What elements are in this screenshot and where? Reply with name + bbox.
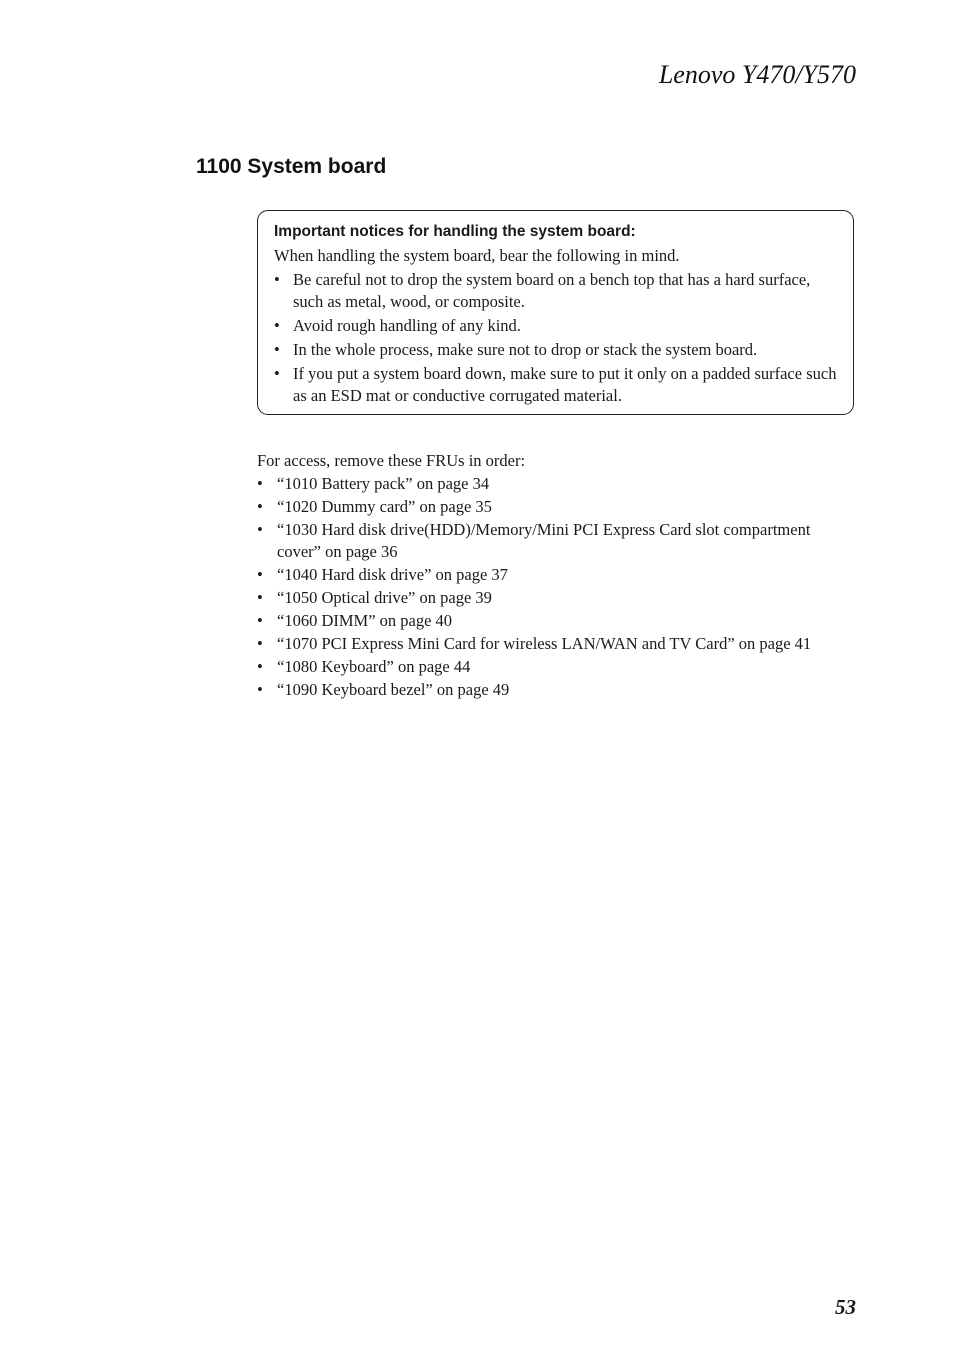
fru-link[interactable]: “1010 Battery pack” on page 34 [277, 474, 490, 493]
bullet-icon: • [274, 316, 280, 335]
fru-link[interactable]: “1080 Keyboard” on page 44 [277, 657, 471, 676]
fru-link[interactable]: “1060 DIMM” on page 40 [277, 611, 453, 630]
fru-link[interactable]: “1020 Dummy card” on page 35 [277, 497, 492, 516]
bullet-icon: • [257, 497, 263, 516]
section-title: 1100 System board [196, 155, 387, 178]
bullet-icon: • [257, 611, 263, 630]
fru-list-item [257, 656, 837, 678]
bullet-icon: • [257, 657, 263, 676]
bullet-icon: • [257, 474, 263, 493]
fru-list-item [257, 633, 837, 655]
bullet-icon: • [257, 680, 263, 699]
access-intro: For access, remove these FRUs in order: [257, 451, 526, 470]
fru-list-item [257, 519, 837, 563]
fru-list-item [257, 610, 837, 632]
bullet-icon: • [274, 270, 280, 289]
fru-link[interactable]: “1090 Keyboard bezel” on page 49 [277, 680, 510, 699]
fru-list-item [257, 473, 837, 495]
bullet-icon: • [257, 634, 263, 653]
bullet-icon: • [274, 364, 280, 383]
notice-title: Important notices for handling the system board: [274, 223, 636, 240]
fru-list [257, 473, 837, 701]
fru-link[interactable]: “1050 Optical drive” on page 39 [277, 588, 492, 607]
notice-item-text: In the whole process, make sure not to drop or stack the system board. [293, 340, 758, 359]
notice-item-text: Avoid rough handling of any kind. [293, 316, 521, 335]
fru-list-item [257, 587, 837, 609]
notice-item-text: Be careful not to drop the system board on a bench top that has a hard surface, such as metal, wood, or composite. [293, 270, 811, 311]
fru-link[interactable]: “1070 PCI Express Mini Card for wireless LAN/WAN and TV Card” on page 41 [277, 634, 812, 653]
fru-link[interactable]: “1040 Hard disk drive” on page 37 [277, 565, 508, 584]
notice-list [274, 269, 839, 407]
running-header: Lenovo Y470/Y570 [658, 60, 856, 89]
notice-item-text: If you put a system board down, make sure to put it only on a padded surface such as an ESD mat or conductive corrugated material. [293, 364, 837, 405]
bullet-icon: • [257, 565, 263, 584]
access-section [257, 449, 837, 701]
fru-list-item [257, 496, 837, 518]
notice-item [274, 315, 839, 337]
fru-list-item [257, 679, 837, 701]
bullet-icon: • [257, 520, 263, 539]
page-number: 53 [835, 1295, 856, 1319]
notice-intro: When handling the system board, bear the following in mind. [274, 246, 680, 265]
notice-item [274, 363, 839, 407]
notice-item [274, 269, 839, 313]
bullet-icon: • [274, 340, 280, 359]
fru-list-item [257, 564, 837, 586]
fru-link[interactable]: “1030 Hard disk drive(HDD)/Memory/Mini PCI Express Card slot compartment cover” on page 36 [277, 520, 811, 561]
notice-box [257, 210, 854, 415]
notice-item [274, 339, 839, 361]
bullet-icon: • [257, 588, 263, 607]
